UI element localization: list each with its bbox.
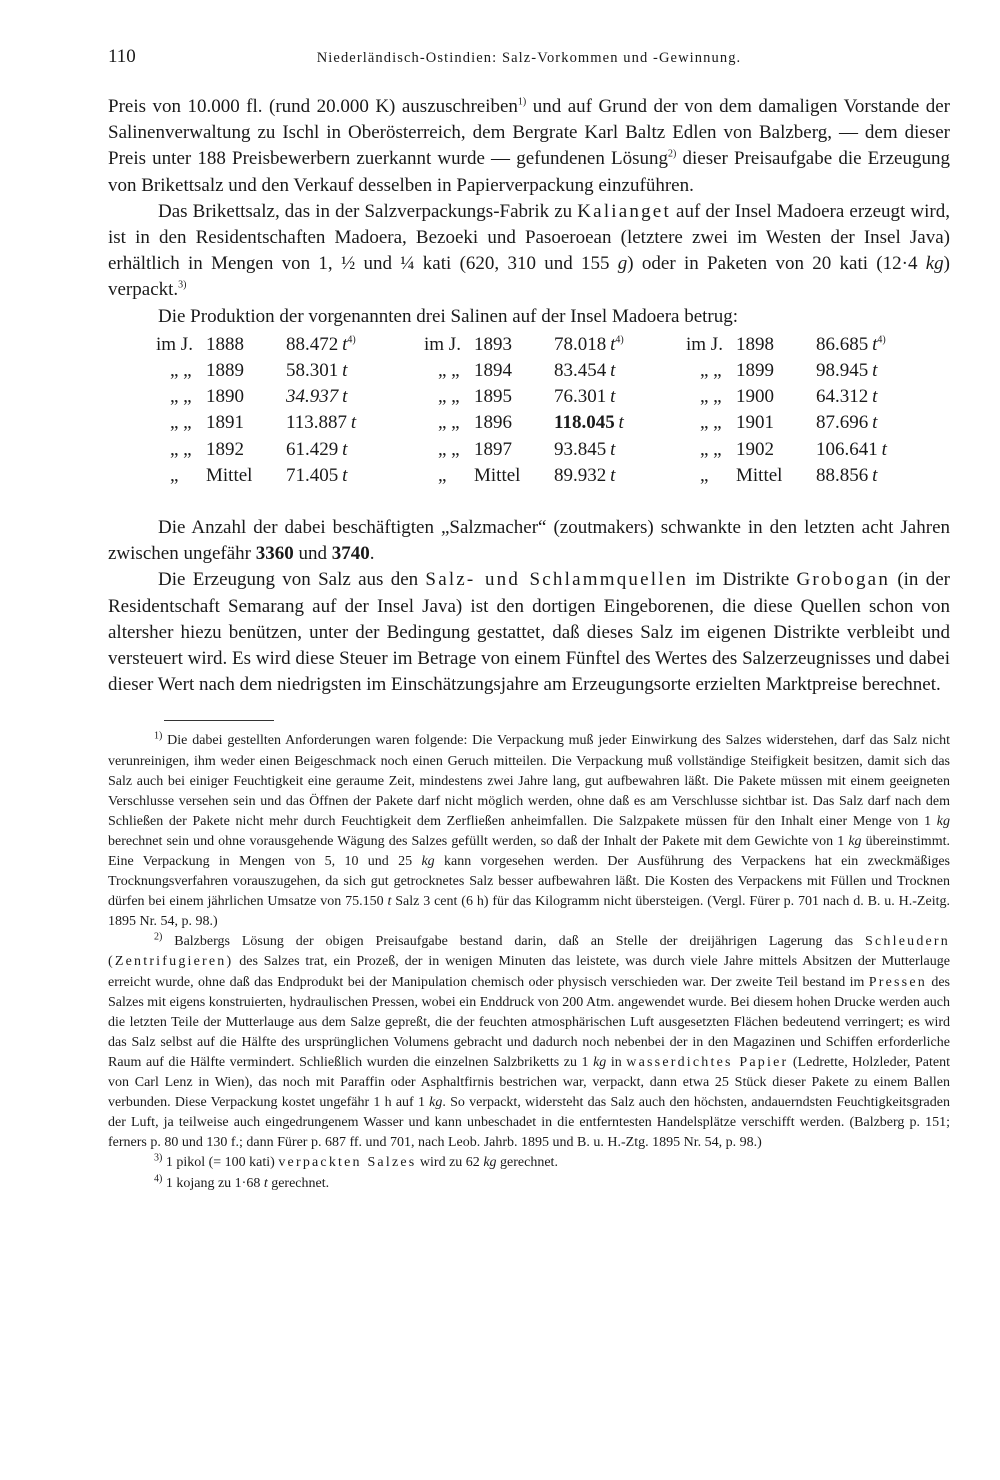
text-run: des Salzes trat, ein Prozeß, der in wenigen Minuten das leistete, was durch viele Jahre mittels Absitzen der Mutterlauge erreicht wurde, ohne daß das Endprodukt bei der Manipulation chemisch oder physisch verschieden war. Der zweite Teil bestand im [108,954,950,990]
production-unit: t [610,386,616,408]
footnote-ref: 1) [517,96,527,108]
text-run: wird zu 62 [416,1155,484,1171]
production-year: 1898 [736,333,774,355]
production-year: 1888 [206,333,244,355]
footnotes [108,731,950,1193]
production-value [286,463,347,489]
spaced-term: verpackten Salzes [278,1155,417,1171]
production-unit: t [610,360,616,382]
footnote-divider [164,720,274,721]
production-year-prefix: im J. [156,333,193,355]
paragraph-salzmacher [108,515,950,567]
text-run: ) verpackt. [108,253,950,301]
text-run: Die dabei gestellten Anforderungen waren folgende: Die Verpackung muß jeder Einwirkung des Salzes widerstehen, darf das Salz nicht verunreinigen, ihm weder einen Beigeschmack noch einen Geruch mitteilen. Die Verpackung muß vollständige Steifigkeit besitzen, damit sich das Salz auch bei einiger Feuchtigkeit eine geraume Zeit, mindestens zwei Jahre lang, gut aufbewahren läßt. Die Pakete müssen mit einem geeigneten Verschlusse versehen sein und das Öffnen der Pakete darf nicht möglich werden, ohne daß es am Verschlusse sichtbar ist. Das Salz darf nach dem Schließen der Pakete nicht mehr durch Feuchtigkeit dem Zerfließen anheimfallen. Die Salzpakete müssen für den Inhalt einer Menge von 1 [108,733,950,829]
footnote-mark: 2) [154,931,163,943]
production-row [108,358,950,384]
production-value [816,463,877,489]
production-year: 1896 [474,412,512,434]
unit-italic: g [617,253,628,275]
production-unit: t [881,438,887,460]
production-year: 1901 [736,412,774,434]
text-run: (Ledrette, Holzleder, Patent von Carl Lenz in Wien), das noch mit Paraffin oder Asphaltfirnis bestrichen war, verpackt, dann etwa 25 Stück dieser Pakete zu einem Ballen verbunden. Diese Verpackung kostet ungefähr 1 h auf 1 [108,1054,950,1111]
production-unit: t [342,464,348,486]
text-run: Die Erzeugung von Salz aus den [158,569,426,591]
production-year-prefix: „ „ [700,360,722,382]
production-unit: t [350,412,357,434]
text-run: kann vorgesehen werden. Der Ausführung des Verpackens hat ein zweckmäßiges Trocknungsverfahren vorauszugehen, da sich gut getrocknetes Salz besser aufbewahren läßt. Die Kosten des Verpackens mit Füllen und Trocknen dürfen bei einem jährlichen Umsatze von 75.150 [108,854,951,910]
book-page [108,42,950,1194]
production-unit: t [872,386,878,408]
production-value [554,332,624,358]
production-number: 86.685 [816,333,869,355]
production-value [554,410,624,436]
unit-italic: kg [925,253,944,275]
footnote-ref: 2) [668,149,677,161]
paragraph-brikettsalz [108,199,950,304]
production-unit: t [342,360,348,382]
production-year-prefix: „ „ [170,386,192,408]
text-run: in [606,1054,627,1070]
spaced-term: Kalianget [577,200,671,222]
production-unit: t [610,464,616,486]
spaced-term: Schleudern (Zentrifugieren) [108,934,950,970]
production-row [108,410,950,436]
footnote-2 [108,932,950,1153]
production-year: 1899 [736,360,774,382]
paragraph-production-intro: Die Produktion der vorgenannten drei Salinen auf der Insel Madoera betrug: [158,305,739,327]
production-unit: t [872,412,878,434]
text-run: gerechnet. [267,1175,330,1191]
unit-italic: kg [483,1155,497,1171]
text-run: Balzbergs Lösung der obigen Preisaufgabe bestand darin, daß an Stelle der dreijährigen Lagerung das [162,934,866,950]
production-number: 58.301 [286,360,339,382]
text-run: 1 pikol (= 100 kati) [162,1155,279,1171]
production-year: 1895 [474,386,512,408]
text-run: ) oder in Paketen von 20 kati (12·4 [627,253,926,275]
production-value [816,437,887,463]
production-value [554,384,615,410]
production-year-prefix: „ „ [700,412,722,434]
footnote-ref: 4) [347,334,356,346]
production-year: 1892 [206,438,244,460]
unit-italic: kg [421,854,435,869]
production-year-prefix: „ [438,464,447,486]
production-number: 71.405 [286,464,339,486]
production-unit: t [610,438,616,460]
production-year-prefix: „ [700,464,709,486]
text-run: (in der Residentschaft Semarang auf der Insel Java) ist den dortigen Eingeborenen, die diese Quellen schon von altersher hiezu benützen, unter der Bedingung gestattet, daß dieses Salz im eigenen Distrikte verbleibt und versteuert wird. Es wird diese Steuer im Betrage von einem Fünftel des Wertes des Salzerzeugnisses und dabei dieser Wert nach dem niedrigsten im Einschätzungsjahre am Erzeugungsorte erzielten Marktpreise berechnet. [108,569,950,696]
production-value [554,437,615,463]
spaced-term: Grobogan [796,569,891,591]
production-year: 1890 [206,386,244,408]
production-year: Mittel [474,464,521,486]
production-value [816,332,886,358]
production-number: 61.429 [286,438,339,460]
production-year-prefix: im J. [686,333,723,355]
number-bold: 3360 [255,543,294,565]
production-row [108,332,950,358]
production-year-prefix: „ „ [170,360,192,382]
production-year-prefix: „ „ [438,412,460,434]
unit-italic: kg [936,813,950,829]
production-number: 34.937 [286,386,339,408]
production-year-prefix: „ „ [170,412,192,434]
text-run: und [293,543,332,565]
page-number: 110 [108,46,136,67]
text-run: im Distrikte [688,569,797,591]
production-value [816,384,877,410]
production-year-prefix: „ „ [438,360,460,382]
page-header [108,42,950,72]
unit-italic: t [387,894,392,910]
production-number: 98.945 [816,360,869,382]
production-number: 113.887 [286,412,348,434]
text-run: gerechnet. [496,1155,558,1171]
footnote-4 [108,1174,950,1194]
production-number: 88.472 [286,333,339,355]
production-value [286,358,347,384]
production-year: 1893 [474,333,512,355]
text-run: dieser Preisaufgabe die Erzeugung von Brikettsalz und den Verkauf desselben in Papierverpackung einzuführen. [108,148,950,196]
production-year-prefix: „ „ [438,438,460,460]
production-unit: t [342,386,348,408]
footnote-ref: 4) [615,334,624,346]
production-year: 1891 [206,412,244,434]
text-run: des Salzes mit eigens konstruierten, hydraulischen Pressen, wobei ein Enddruck von 200 Atm. angewendet wurde. Bei diesem hohen Drucke werden auch die letzten Teile der Mutterlauge aus dem Salze gepreßt, die der feuchten atmosphärischen Luft ausgesetzten Flächen bedeutend verringert; es wird das Salz selbst auf die Hälfte des ursprünglichen Volumens gebracht und dadurch noch nebenbei der in den Magazinen und Schiffen erforderliche Raum auf die Hälfte vermindert. Schließlich wurden die einzelnen Salzbriketts zu 1 [108,974,950,1070]
production-table [108,332,950,515]
spaced-term: wasserdichtes Papier [626,1054,789,1070]
production-row [108,463,950,489]
footnote-ref: 4) [877,334,886,346]
production-value [554,463,615,489]
text-run: Die Anzahl der dabei beschäftigten „Salzmacher“ (zoutmakers) schwankte in den letzten acht Jahren zwischen ungefähr [108,517,950,565]
production-number: 88.856 [816,464,869,486]
production-value [554,358,615,384]
production-year-prefix: „ „ [170,438,192,460]
production-value [286,384,347,410]
text-run: . [369,543,375,565]
footnote-mark: 1) [154,730,163,742]
production-year: 1900 [736,386,774,408]
number-bold: 3740 [331,543,370,565]
production-year: 1894 [474,360,512,382]
production-year-prefix: „ „ [700,386,722,408]
main-text [108,94,950,698]
text-run: übereinstimmt. Eine Verpackung in Mengen von 5, 10 und 25 [108,833,950,869]
production-year: 1897 [474,438,512,460]
unit-italic: kg [593,1054,607,1070]
production-year: Mittel [206,464,253,486]
production-year-prefix: „ „ [438,386,460,408]
text-run: berechnet sein und ohne vorausgehende Wägung des Salzes gefüllt werden, so daß der Inhalt der Pakete mit dem Gewichte von 1 [108,833,849,849]
production-year-prefix: „ „ [700,438,722,460]
unit-italic: kg [848,833,862,849]
running-title: Niederländisch-Ostindien: Salz-Vorkommen und -Gewinnung. [316,50,742,66]
production-unit: t [342,438,348,460]
unit-italic: t [263,1175,268,1191]
production-unit: t [872,464,878,486]
production-number: 78.018 [554,333,607,355]
paragraph-grobogan [108,567,950,698]
production-number: 106.641 [816,438,878,460]
production-number: 118.045 [554,412,615,434]
production-row [108,437,950,463]
footnote-1 [108,731,950,932]
production-year: 1902 [736,438,774,460]
text-run: Preis von 10.000 fl. (rund 20.000 K) auszuschreiben [108,96,518,117]
production-number: 93.845 [554,438,607,460]
production-value [286,437,347,463]
production-unit: t [872,333,878,355]
unit-italic: kg [429,1095,443,1111]
production-unit: t [342,333,348,355]
production-value [286,410,356,436]
footnote-mark: 4) [154,1172,163,1184]
footnote-ref: 3) [178,280,187,292]
footnote-mark: 3) [154,1152,163,1164]
production-unit: t [618,412,624,434]
production-row [108,384,950,410]
paragraph-prize [108,94,950,199]
text-run: und auf Grund der von dem damaligen Vorstande der Salinenverwaltung zu Ischl in Oberösterreich, dem Bergrate Karl Baltz Edlen von Balzberg, — dem dieser Preis unter 188 Preisbewerbern zuerkannt wurde — gefundenen Lösung [108,96,950,170]
production-value [816,358,877,384]
spaced-term: Pressen [868,974,927,990]
production-unit: t [610,333,616,355]
production-number: 87.696 [816,412,869,434]
text-run: . So verpackt, widersteht das Salz auch den höchsten, andauerndsten Feuchtigkeitsgraden der Luft, ja teilweise auch eingedrungenem Wasser und kann unbeschadet in die entferntesten Handelsplätze verschifft werden. (Balzberg p. 151; ferners p. 80 und 130 f.; dann Fürer p. 687 ff. und 701, nach Leob. Jahrb. 1895 und B. u. H.-Ztg. 1895 Nr. 54, p. 98.) [108,1095,950,1151]
text-run: Salz 3 cent (6 h) für das Kilogramm nicht übersteigen. (Vergl. Fürer p. 701 nach d. B. u. H.-Zeitg. 1895 Nr. 54, p. 98.) [108,894,950,930]
text-run: Das Brikettsalz, das in der Salzverpackungs-Fabrik zu [158,200,578,222]
production-number: 89.932 [554,464,607,486]
production-value [286,332,356,358]
text-run: 1 kojang zu 1·68 [162,1175,264,1191]
production-year: Mittel [736,464,783,486]
production-year-prefix: im J. [424,333,461,355]
production-unit: t [872,360,878,382]
footnote-3 [108,1153,950,1173]
production-value [816,410,877,436]
text-run: auf der Insel Madoera erzeugt wird, ist in den Residentschaften Madoera, Bezoeki und Pasoeroean (letztere zwei im Westen der Insel Java) erhältlich in Mengen von 1, ½ und ¼ kati (620, 310 und 155 [108,200,950,275]
production-number: 76.301 [554,386,607,408]
production-number: 64.312 [816,386,869,408]
production-year: 1889 [206,360,244,382]
production-number: 83.454 [554,360,607,382]
production-year-prefix: „ [170,464,179,486]
spaced-term: Salz- und Schlammquellen [425,569,689,591]
